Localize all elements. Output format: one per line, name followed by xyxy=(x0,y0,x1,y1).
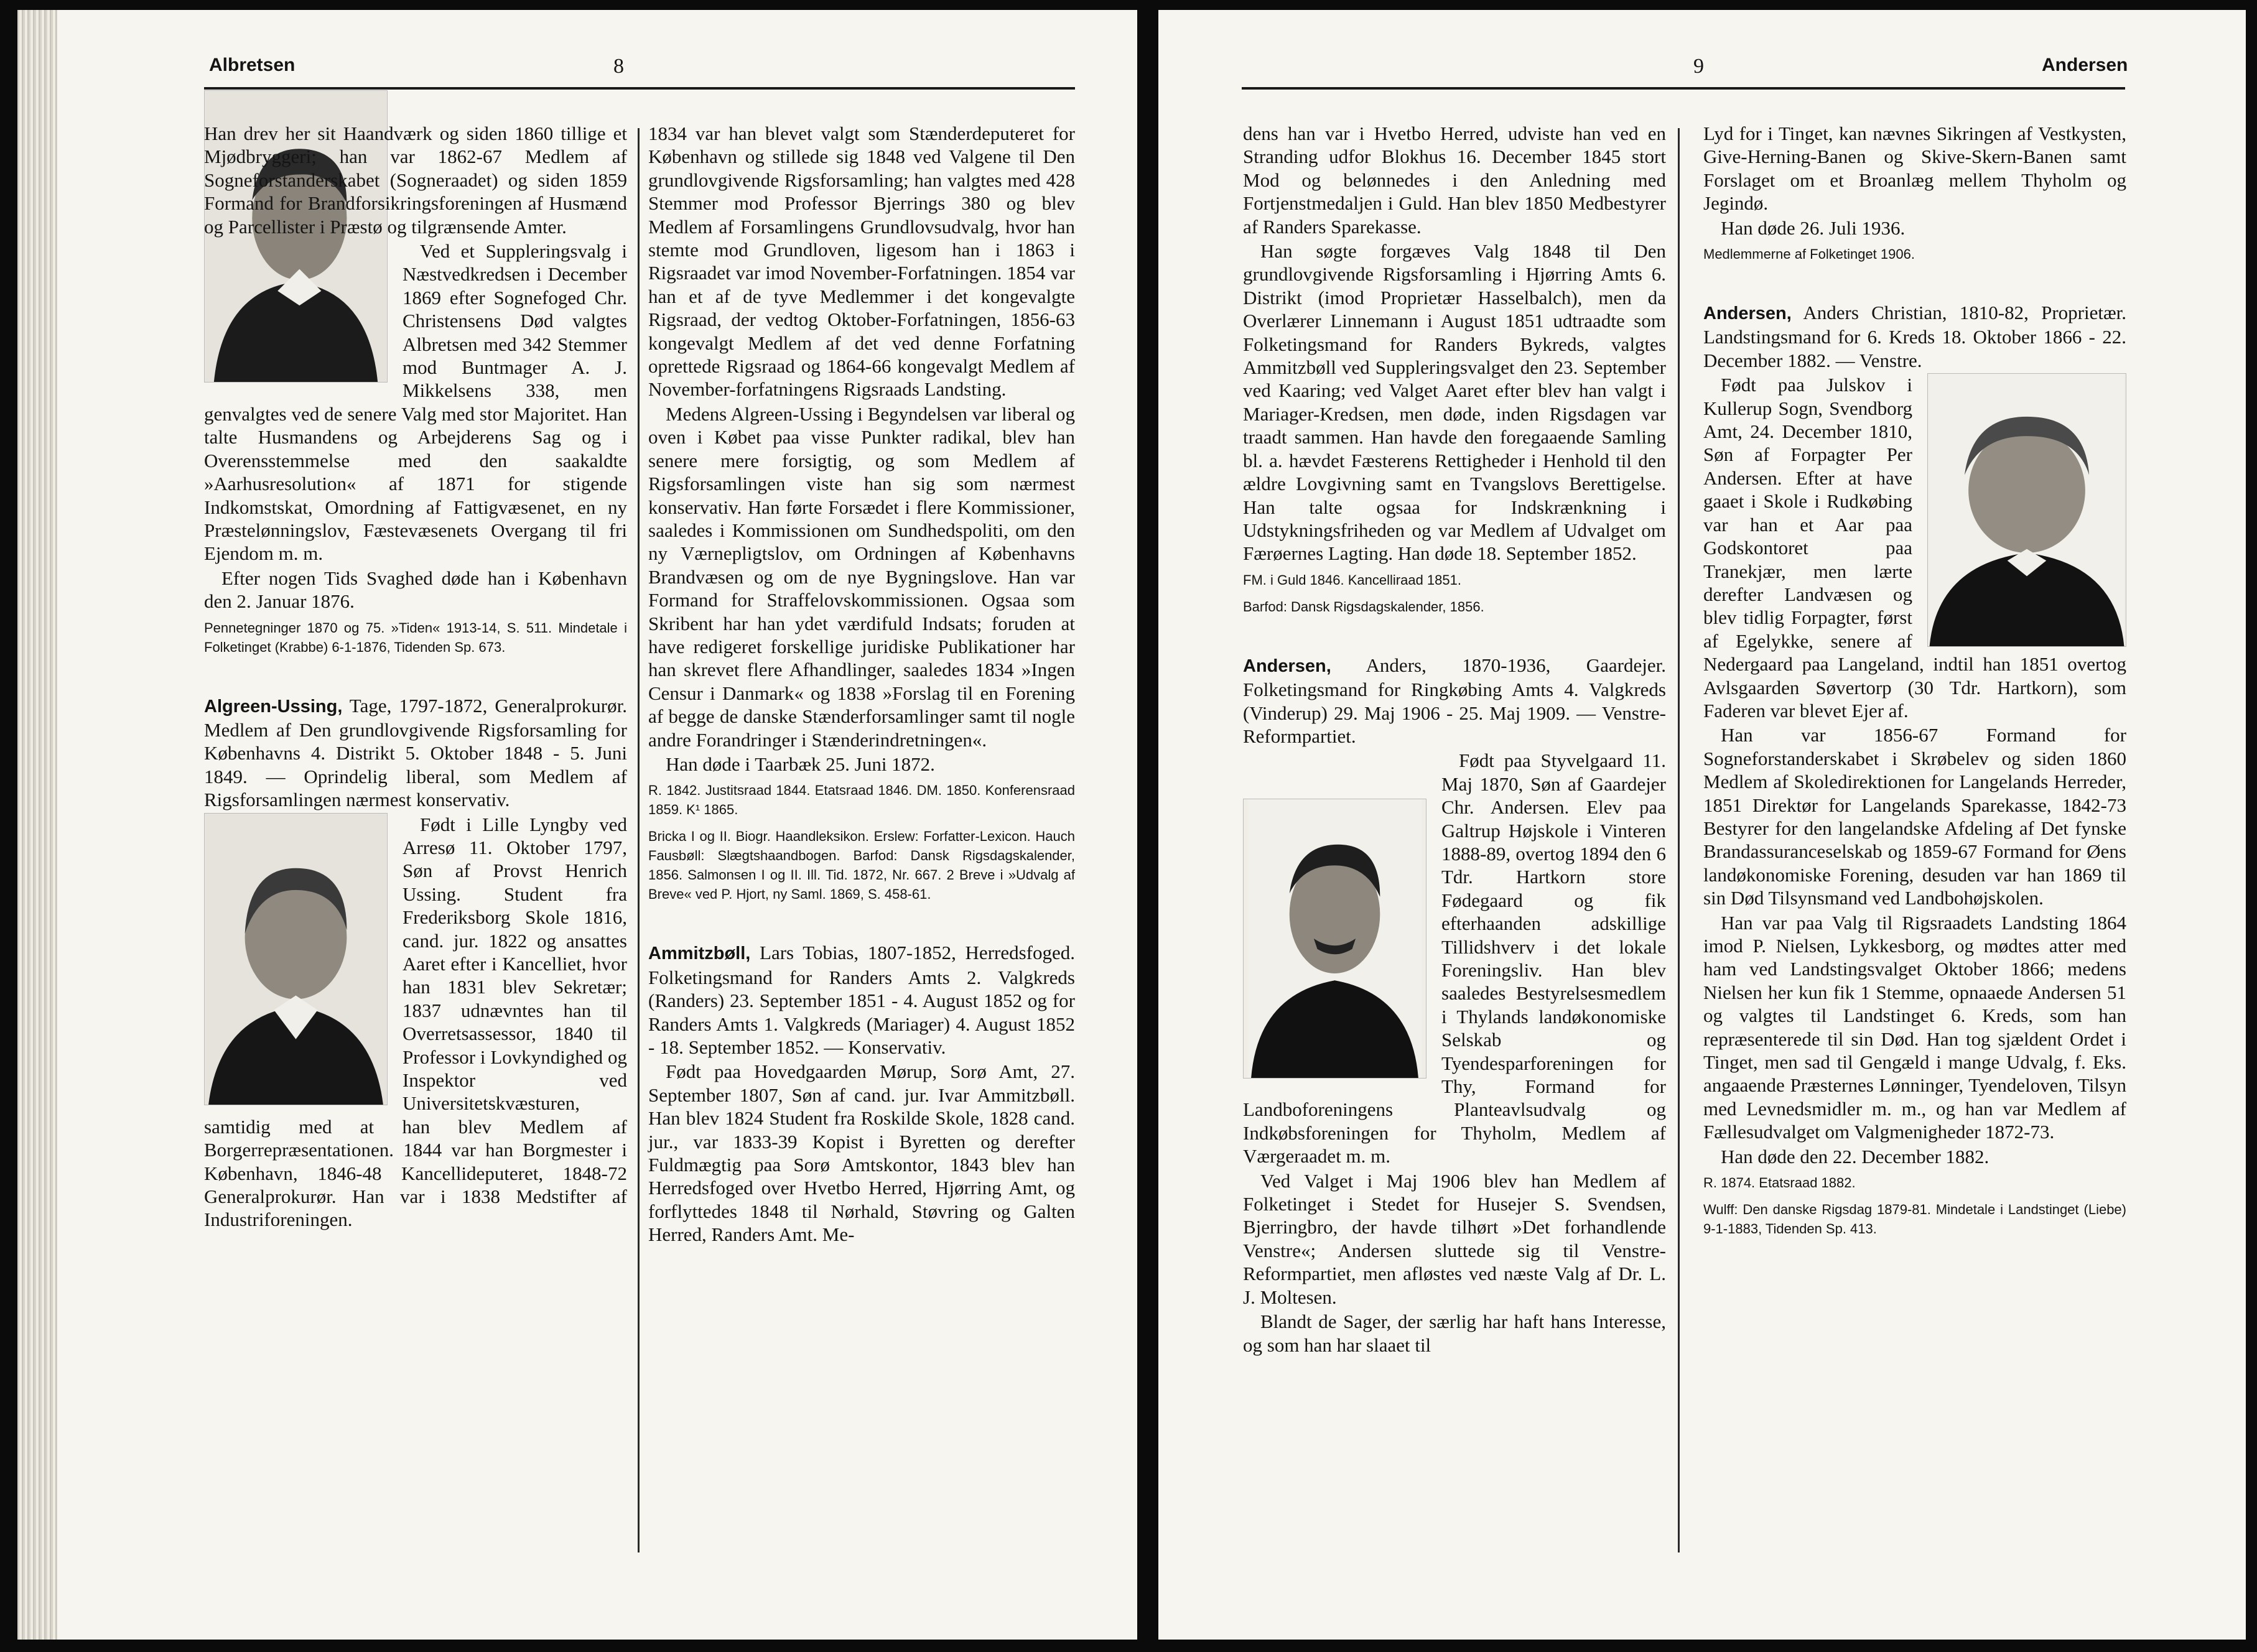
andersen-anders-portrait xyxy=(1243,799,1426,1079)
column-divider-left xyxy=(638,128,640,1552)
algreen-honours: R. 1842. Justitsraad 1844. Etatsraad 1846. DM. 1850. Konferensraad 1859. K¹ 1865. xyxy=(648,782,1075,818)
ammitzboll-references: Barfod: Dansk Rigsdagskalender, 1856. xyxy=(1243,598,1484,615)
algreen-name: Algreen-Ussing, xyxy=(204,696,343,717)
header-rule-right xyxy=(1242,87,2125,90)
left-column-1 xyxy=(204,122,627,1233)
andersen-ac-portrait xyxy=(1927,373,2126,647)
andersen-anders-paragraph-2: Ved Valget i Maj 1906 blev han Medlem af Folketinget i Stedet for Husejer S. Svendsen, Bjerringbro, der havde tilhørt »Det forhandlende Venstre«; Andersen sluttede sig til Venstre-Reformpartiet, men afløstes ved næste Valg af Dr. L. J. Moltesen. xyxy=(1243,1169,1666,1308)
left-page xyxy=(17,10,1137,1640)
andersen-anders-entry-intro xyxy=(1243,654,1666,748)
andersen-ac-name: Andersen, xyxy=(1703,304,1792,324)
column-divider-right xyxy=(1678,128,1680,1552)
running-head-left: Albretsen xyxy=(209,55,296,75)
andersen-ac-paragraph-4: Han døde den 22. December 1882. xyxy=(1721,1145,1989,1167)
albretsen-paragraph-1: Han drev her sit Haandværk og siden 1860 tillige et Mjødbryggeri; han var 1862-67 Medlem af Sogneforstanderskabet (Sogneraadet) og siden 1859 Formand for Brandforsikringsforeningen af Husmænd og Parcellister i Præstø og tilgrænsende Amter. xyxy=(204,123,627,238)
algreen-references: Bricka I og II. Biogr. Haandleksikon. Erslew: Forfatter-Lexicon. Hauch Fausbøll: Slægtshaandbogen. Barfod: Dansk Rigsdagskalender, 1856. Salmonsen I og II. Ill. Tid. 1872, Nr. 667. 2 Breve i »Udvalg af Breve« ved P. Hjort, ny Saml. 1869, S. 458-61. xyxy=(648,828,1075,903)
andersen-anders-intro-text: Anders, 1870-1936, Gaardejer. Folketingsmand for Ringkøbing Amts 4. Valgkreds (Vinderup) 29. Maj 1906 - 25. Maj 1909. — Venstre-Reformpartiet. xyxy=(1243,654,1666,747)
header-rule-left xyxy=(204,87,1075,90)
andersen-anders-paragraph-1: Født paa Styvelgaard 11. Maj 1870, Søn af Gaardejer Chr. Andersen. Elev paa Galtrup Højskole i Vinteren 1888-89, overtog 1894 den 6 Tdr. Hartkorn store Fødegaard og fik efterhaanden adskillige Tillidshverv i det lokale Foreningsliv. Han blev saaledes Bestyrelsesmedlem i Thylands landøkonomiske Selskab og Tyendesparforeningen for Thy, Formand for Landboforeningens Planteavlsudvalg og Indkøbsforeningen for Thyholm, Medlem af Værgeraadet m. m. xyxy=(1243,749,1666,1167)
andersen-ac-portrait-image xyxy=(1928,374,2126,646)
andersen-anders-paragraph-5: Han døde 26. Juli 1936. xyxy=(1721,216,1906,239)
algreen-paragraph-2: 1834 var han blevet valgt som Stænderdeputeret for København og stillede sig 1848 ved Valgene til Den grundlovgivende Rigsforsamling; han valgtes med 428 Stemmer mod Professor Bjerrings 380 og blev Medlem af Forsamlingens Grundlovsudvalg, hvor han stemte mod Grundloven, ligesom han i 1863 i Rigsraadet var imod November-Forfatningen. 1854 var han et af de tyve Medlemmer i det kongevalgte Rigsraad, der vedtog Oktober-Forfatningen, 1856-63 kongevalgt Medlem af det ved denne Forfatning oprettede Rigsraad og 1864-66 kongevalgt Medlem af November-forfatningens Rigsraads Landsting. xyxy=(648,123,1075,401)
ammitzboll-paragraph-1: Født paa Hovedgaarden Mørup, Sorø Amt, 27. September 1807, Søn af cand. jur. Ivar Ammitzbøll. Han blev 1824 Student fra Roskilde Skole, 1828 cand. jur., var 1833-39 Kopist i Byretten og derefter Fuldmægtig paa Sorø Amtskontor, 1843 blev han Herredsfoged over Hvetbo Herred, Hjørring Amt, og forflyttedes 1848 til Nørhald, Støvring og Galten Herred, Randers Amt. Me- xyxy=(648,1060,1075,1246)
albretsen-references: Pennetegninger 1870 og 75. »Tiden« 1913-14, S. 511. Mindetale i Folketinget (Krabbe) 6-1-1876, Tidenden Sp. 673. xyxy=(204,620,627,655)
andersen-anders-name: Andersen, xyxy=(1243,656,1331,676)
albretsen-paragraph-2: Ved et Suppleringsvalg i Næstvedkredsen i December 1869 efter Sognefoged Chr. Christensens Død valgtes Albretsen med 342 Stemmer mod Buntmager A. J. Mikkelsens 338, men genvalgtes ved de senere Valg med stor Majoritet. Han talte Husmandens og Arbejderens Sag og i Overensstemmelse med den saakaldte »Aarhusresolution« af 1871 for stigende Indkomstskat, Omordning af Fattigvæsenet, en ny Præstelønningslov, Fæstevæsenets Overgang til fri Ejendom m. m. xyxy=(204,240,627,565)
andersen-ac-references: Wulff: Den danske Rigsdag 1879-81. Mindetale i Landstinget (Liebe) 9-1-1883, Tidenden Sp. 413. xyxy=(1703,1202,2126,1237)
algreen-paragraph-3: Medens Algreen-Ussing i Begyndelsen var liberal og oven i Købet paa visse Punkter radikal, blev han senere mere forsigtig, og som Medlem af Rigsforsamlingen viste han sig som nærmest konservativ. Han førte Forsædet i flere Kommissioner, saaledes i Kommissionen om Sundhedspoliti, om den ny Værnepligtslov, om Ordningen af Københavns Brandvæsen og om de nye Bygningslove. Han var Formand for Straffelovskommissionen. Ogsaa som Skribent har han ydet værdifuld Indsats; foruden at have redigeret forskellige juridiske Publikationer har han skrevet flere Afhandlinger, saaledes 1834 »Ingen Censur i Danmark« og 1838 »Forslag til en Forening af begge de danske Stænderforsamlinger samt til nogle andre Forandringer i Stænderindretningen«. xyxy=(648,402,1075,751)
ammitzboll-intro-text: Lars Tobias, 1807-1852, Herredsfoged. Folketingsmand for Randers Amts 2. Valgkreds (Randers) 23. September 1851 - 4. August 1852 og for Randers Amts 1. Valgkreds (Mariager) 4. August 1852 - 18. September 1852. — Konservativ. xyxy=(648,942,1075,1058)
andersen-anders-paragraph-4: Lyd for i Tinget, kan nævnes Sikringen af Vestkysten, Give-Herning-Banen og Skive-Skern-Banen samt Forslaget om et Broanlæg mellem Thyholm og Jegindø. xyxy=(1703,123,2126,215)
andersen-anders-references: Medlemmerne af Folketinget 1906. xyxy=(1703,246,1915,262)
page-edges xyxy=(17,10,57,1640)
andersen-ac-paragraph-1: Født paa Julskov i Kullerup Sogn, Svendborg Amt, 24. December 1810, Søn af Forpagter Per Andersen. Efter at have gaaet i Skole i Rudkøbing var han et Aar paa Godskontoret paa Tranekjær, men lærte derefter Landvæsen og blev tidlig Forpagter, først af Egelykke, senere af Nedergaard paa Langeland, indtil han 1851 overtog Avlsgaarden Søvertorp (30 Tdr. Hartkorn), som Faderen var blevet Ejer af. xyxy=(1703,374,2126,722)
left-column-2 xyxy=(648,122,1075,1248)
andersen-ac-intro-text: Anders Christian, 1810-82, Proprietær. Landstingsmand for 6. Kreds 18. Oktober 1866 - 22. December 1882. — Venstre. xyxy=(1703,302,2126,371)
andersen-ac-paragraph-3: Han var paa Valg til Rigsraadets Landsting 1864 imod P. Nielsen, Lykkesborg, og mødtes atter med ham ved Landstingsvalget Oktober 1866; medens Nielsen her kun fik 1 Stemme, opnaaede Andersen 51 og valgtes til Landstinget 6. Kreds, som han repræsenterede til sin Død. Han tog sjældent Ordet i Tinget, men sad til Gengæld i mange Udvalg, f. Eks. angaaende Præsternes Lønninger, Tyendeloven, Tilsyn med Levnedsmidler m. m., og han var Medlem af Fællesudvalget om Valgmenigheder 1872-73. xyxy=(1703,911,2126,1143)
algreen-intro-text: Tage, 1797-1872, Generalprokurør. Medlem af Den grundlovgivende Rigsforsamling for Københavns 4. Distrikt 5. Oktober 1848 - 5. Juni 1849. — Oprindelig liberal, som Medlem af Rigsforsamlingen nærmest konservativ. xyxy=(204,694,627,811)
algreen-paragraph-4: Han døde i Taarbæk 25. Juni 1872. xyxy=(666,753,935,775)
andersen-anders-paragraph-3: Blandt de Sager, der særlig har haft hans Interesse, og som han har slaaet til xyxy=(1243,1311,1666,1356)
right-page xyxy=(1158,10,2246,1640)
andersen-ac-entry-intro xyxy=(1703,301,2126,372)
andersen-anders-portrait-image xyxy=(1244,799,1426,1078)
andersen-ac-paragraph-2: Han var 1856-67 Formand for Sogneforstanderskabet i Skrøbelev og siden 1860 Medlem af Skoledirektionen for Langelands Herreder, 1851 Direktør for Langelands Sparekasse, 1842-73 Bestyrer for den langelandske Afdeling af Det fynske Brandassuranceselskab og 1859-67 Formand for Øens landøkonomiske Forening, desuden var han 1869 til sin Død Tilsynsmand ved Landbohøjskolen. xyxy=(1703,724,2126,909)
andersen-ac-honours: R. 1874. Etatsraad 1882. xyxy=(1703,1175,1856,1191)
running-head-right: Andersen xyxy=(2042,55,2128,75)
algreen-paragraph-1: Født i Lille Lyngby ved Arresø 11. Oktober 1797, Søn af Provst Henrich Ussing. Student fra Frederiksborg Skole 1816, cand. jur. 1822 og ansattes Aaret efter i Kancelliet, hvor han 1831 blev Sekretær; 1837 udnævntes han til Overretsassessor, 1840 til Professor i Lovkyndighed og Inspektor ved Universitetskvæsturen, samtidig med at han blev Medlem af Borgerrepræsentationen. 1844 var han Borgmester i København, 1846-48 Kancellideputeret, 1848-72 Generalprokurør. Han var i 1838 Medstifter af Industriforeningen. xyxy=(204,813,627,1231)
ammitzboll-paragraph-2: dens han var i Hvetbo Herred, udviste han ved en Stranding udfor Blokhus 16. December 1845 stort Mod og belønnedes i den Anledning med Fortjenstmedaljen i Guld. Han blev 1850 Medbestyrer af Randers Sparekasse. xyxy=(1243,123,1666,238)
algreen-entry-intro xyxy=(204,694,627,812)
right-column-2 xyxy=(1703,122,2126,1246)
ammitzboll-honours: FM. i Guld 1846. Kancelliraad 1851. xyxy=(1243,572,1461,588)
ammitzboll-paragraph-3: Han søgte forgæves Valg 1848 til Den grundlovgivende Rigsforsamling i Hjørring Amts 6. Distrikt (imod Proprietær Hasselbalch), men da Overlærer Linnemann i August 1851 udtraadte som Folketingsmand for Randers Bykreds, valgtes Ammitzbøll ved Suppleringsvalget den 23. September ved Kaaring; ved Valget Aaret efter blev han valgt i Mariager-Kredsen, men døde, inden Rigsdagen var traadt sammen. Han havde den foregaaende Samling bl. a. hævdet Fæsterens Rettigheder i Henhold til den ældre Lovgivning samt en Tvangslovs Berettigelse. Han talte ogsaa for Indskrænkning i Udstykningsfriheden og var Medlem af Udvalget om Færøernes Lagting. Han døde 18. September 1852. xyxy=(1243,240,1666,565)
algreen-portrait xyxy=(204,813,388,1105)
algreen-portrait-image xyxy=(205,814,387,1105)
right-column-1 xyxy=(1243,122,1666,1358)
ammitzboll-entry-intro xyxy=(648,941,1075,1059)
albretsen-paragraph-3: Efter nogen Tids Svaghed døde han i København den 2. Januar 1876. xyxy=(204,567,627,613)
page-number-right: 9 xyxy=(1693,55,1704,78)
ammitzboll-name: Ammitzbøll, xyxy=(648,944,751,964)
page-number-left: 8 xyxy=(613,55,624,78)
